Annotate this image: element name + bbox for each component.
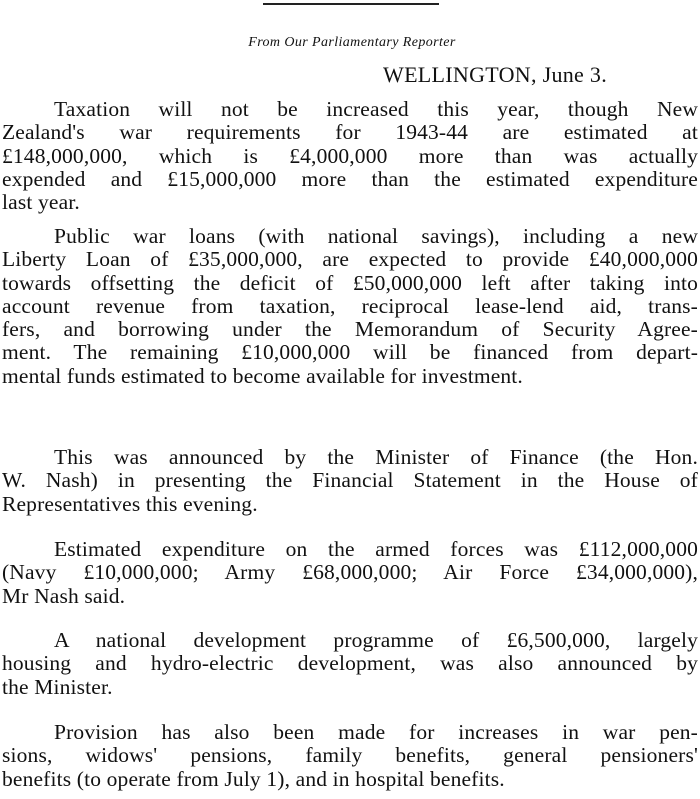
- paragraph-line: W. Nash) in presenting the Financial Statement in the House of: [2, 468, 698, 493]
- header-rule: [263, 3, 439, 5]
- paragraph-line: Liberty Loan of £35,000,000, are expected to provide £40,000,000: [2, 247, 698, 272]
- paragraph-line: Estimated expenditure on the armed forces was £112,000,000: [54, 537, 698, 561]
- dateline: WELLINGTON, June 3.: [383, 62, 608, 87]
- paragraph-line: Representatives this evening.: [2, 491, 258, 516]
- paragraph-line: towards offsetting the deficit of £50,000,000 left after taking into: [2, 270, 698, 295]
- paragraph-line: Taxation will not be increased this year, though New: [54, 97, 698, 121]
- paragraph-war-loans: [2, 225, 698, 388]
- paragraph-announcement: [2, 446, 698, 516]
- paragraph-line: expended and £15,000,000 more than the estimated expenditure: [2, 166, 698, 191]
- paragraph-line: ment. The remaining £10,000,000 will be financed from depart-: [2, 340, 698, 365]
- paragraph-line: the Minister.: [2, 674, 113, 699]
- paragraph-line: sions, widows' pensions, family benefits, general pensioners': [2, 743, 698, 768]
- paragraph-line: Provision has also been made for increases in war pen-: [54, 720, 698, 744]
- paragraph-pensions: [2, 721, 698, 791]
- paragraph-line: (Navy £10,000,000; Army £68,000,000; Air Force £34,000,000),: [2, 560, 698, 585]
- paragraph-line: Mr Nash said.: [2, 583, 126, 608]
- paragraph-line: account revenue from taxation, reciprocal lease-lend aid, trans-: [2, 293, 698, 318]
- byline: From Our Parliamentary Reporter: [248, 35, 456, 50]
- paragraph-line: £148,000,000, which is £4,000,000 more than was actually: [2, 143, 698, 168]
- paragraph-line: last year.: [2, 190, 80, 215]
- paragraph-line: Public war loans (with national savings), including a new: [54, 224, 698, 248]
- paragraph-taxation: [2, 98, 698, 214]
- paragraph-line: This was announced by the Minister of Finance (the Hon.: [54, 445, 698, 469]
- paragraph-armed-forces: [2, 538, 698, 608]
- paragraph-line: benefits (to operate from July 1), and in hospital benefits.: [2, 766, 505, 791]
- paragraph-line: Zealand's war requirements for 1943-44 are estimated at: [2, 120, 698, 145]
- paragraph-line: fers, and borrowing under the Memorandum of Security Agree-: [2, 317, 698, 342]
- paragraph-line: A national development programme of £6,500,000, largely: [54, 628, 698, 652]
- paragraph-line: mental funds estimated to become available for investment.: [2, 363, 523, 388]
- paragraph-development: [2, 629, 698, 699]
- paragraph-line: housing and hydro-electric development, was also announced by: [2, 651, 698, 676]
